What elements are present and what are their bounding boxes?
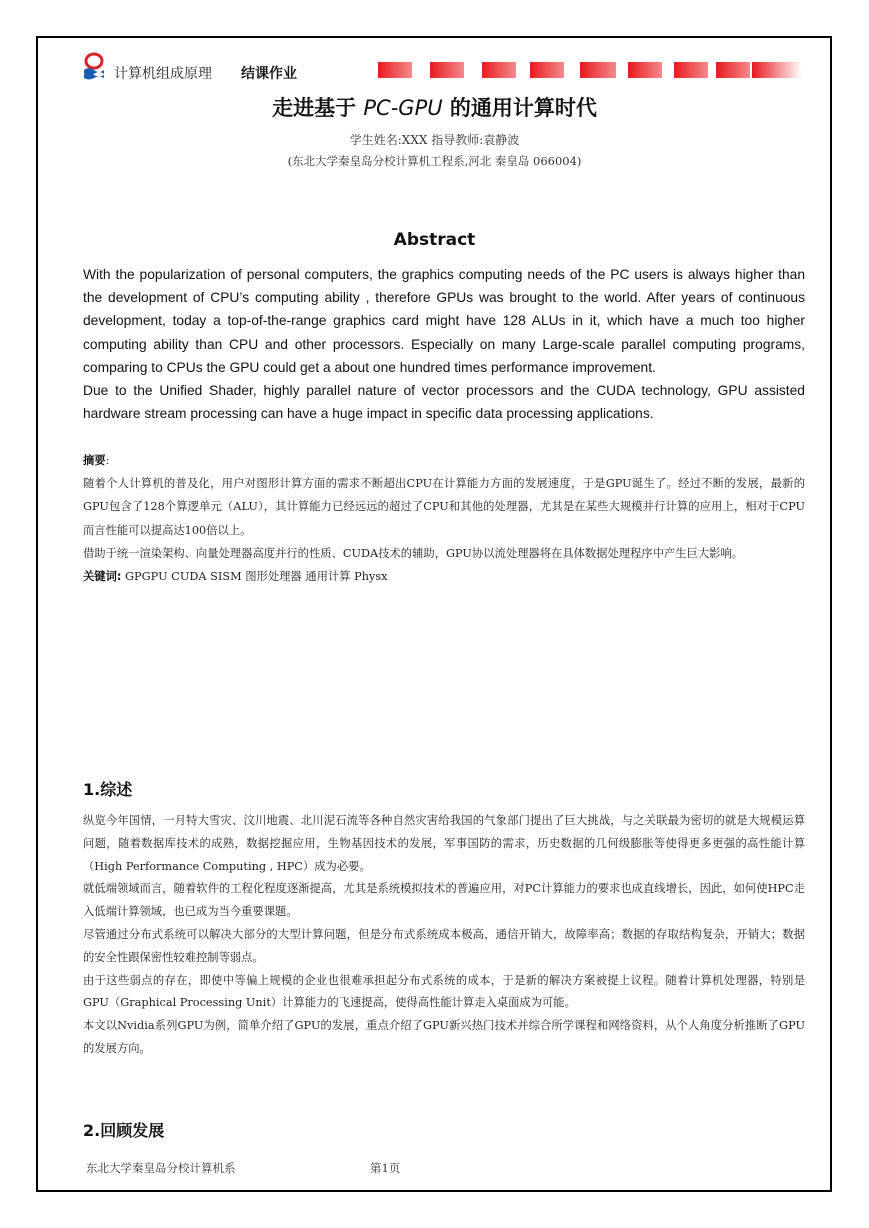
keywords-line <box>83 565 805 588</box>
section-1-heading: 1.综述 <box>83 780 133 799</box>
header-decor-stripe <box>378 62 802 80</box>
decor-block <box>530 62 564 78</box>
decor-block <box>378 62 412 78</box>
paper-title <box>0 92 869 122</box>
course-name: 计算机组成原理 <box>114 66 212 82</box>
section-2-heading: 2.回顾发展 <box>83 1121 165 1140</box>
page-header <box>82 52 802 80</box>
page-number: 第1页 <box>370 1161 401 1175</box>
zh-abstract-colon: : <box>105 454 110 467</box>
decor-block <box>628 62 662 78</box>
decor-block <box>716 62 750 78</box>
decor-block <box>580 62 616 78</box>
keywords-text: GPGPU CUDA SISM 图形处理器 通用计算 Physx <box>121 570 388 584</box>
abstract-heading: Abstract <box>393 230 476 250</box>
page-footer <box>86 1160 401 1176</box>
decor-block <box>674 62 708 78</box>
title-latin: PC-GPU <box>363 96 443 120</box>
section-paragraph: 纵览今年国情，一月特大雪灾、汶川地震、北川泥石流等各种自然灾害给我国的气象部门提出了巨大挑战，与之关联最为密切的就是大规模运算问题，随着数据库技术的成熟，数据挖掘应用，生物基因技术的发展，军事国防的需求，历史数据的几何级膨胀等使得更多更强的高性能计算（High Performance Computing , HPC）成为必要。 <box>83 814 805 873</box>
decor-block <box>482 62 516 78</box>
section-paragraph: 尽管通过分布式系统可以解决大部分的大型计算问题，但是分布式系统成本极高，通信开销大，故障率高；数据的存取结构复杂，开销大；数据的安全性跟保密性较难控制等弱点。 <box>83 927 805 964</box>
title-suffix: 的通用计算时代 <box>442 96 597 120</box>
decor-block <box>430 62 464 78</box>
assignment-type: 结课作业 <box>241 66 297 82</box>
chinese-abstract <box>83 449 805 588</box>
section-paragraph: 本文以Nvidia系列GPU为例，简单介绍了GPU的发展，重点介绍了GPU新兴热门技术并综合所学课程和网络资料，从个人角度分析推断了GPU的发展方向。 <box>83 1019 805 1055</box>
title-prefix: 走进基于 <box>272 96 364 120</box>
abstract-body <box>83 263 805 425</box>
zh-abstract-paragraph: 借助于统一渲染架构、向量处理器高度并行的性质、CUDA技术的辅助，GPU协以流处理器将在具体数据处理程序中产生巨大影响。 <box>83 546 744 560</box>
affiliation-line: (东北大学秦皇岛分校计算机工程系,河北 秦皇岛 066004) <box>287 154 582 168</box>
footer-department: 东北大学秦皇岛分校计算机系 <box>86 1161 236 1175</box>
abstract-paragraph: With the popularization of personal computers, the graphics computing needs of the PC users is always higher than the development of CPU’s computing ability , therefore GPUs was brought to the world. After years of continuous development, today a top-of-the-range graphics card might have 128 ALUs in it, which have a much too higher computing ability than CPU and other processors. Especially on many Large-scale parallel computing programs, comparing to CPUs the GPU could get a about one hundred times performance improvement. <box>83 267 805 375</box>
section-1-body <box>83 810 805 1061</box>
section-paragraph: 就低端领域而言，随着软件的工程化程度逐渐提高，尤其是系统模拟技术的普遍应用，对PC计算能力的要求也成直线增长，因此，如何使HPC走入低端计算领域，也已成为当今重要课题。 <box>83 882 805 919</box>
zh-abstract-paragraph: 随着个人计算机的普及化，用户对图形计算方面的需求不断超出CPU在计算能力方面的发展速度，于是GPU诞生了。经过不断的发展，最新的GPU包含了128个算逻单元（ALU），其计算能力已经远远的超过了CPU和其他的处理器，尤其是在某些大规模并行计算的应用上，相对于CPU而言性能可以提高达100倍以上。 <box>83 477 805 537</box>
decor-block <box>752 62 802 78</box>
zh-abstract-label-line <box>83 449 805 472</box>
section-paragraph: 由于这些弱点的存在，即使中等偏上规模的企业也很难承担起分布式系统的成本，于是新的解决方案被提上议程。随着计算机处理器，特别是GPU（Graphical Processing Unit）计算能力的飞速提高，使得高性能计算走入桌面成为可能。 <box>83 973 805 1010</box>
abstract-paragraph: Due to the Unified Shader, highly parallel nature of vector processors and the CUDA technology, GPU assisted hardware stream processing can have a huge impact in specific data processing applications. <box>83 383 805 422</box>
keywords-label: 关键词: <box>83 570 122 584</box>
zh-abstract-label: 摘要 <box>83 454 106 467</box>
university-logo-icon <box>82 52 106 80</box>
author-line: 学生姓名:XXX 指导教师:袁静波 <box>349 133 520 147</box>
